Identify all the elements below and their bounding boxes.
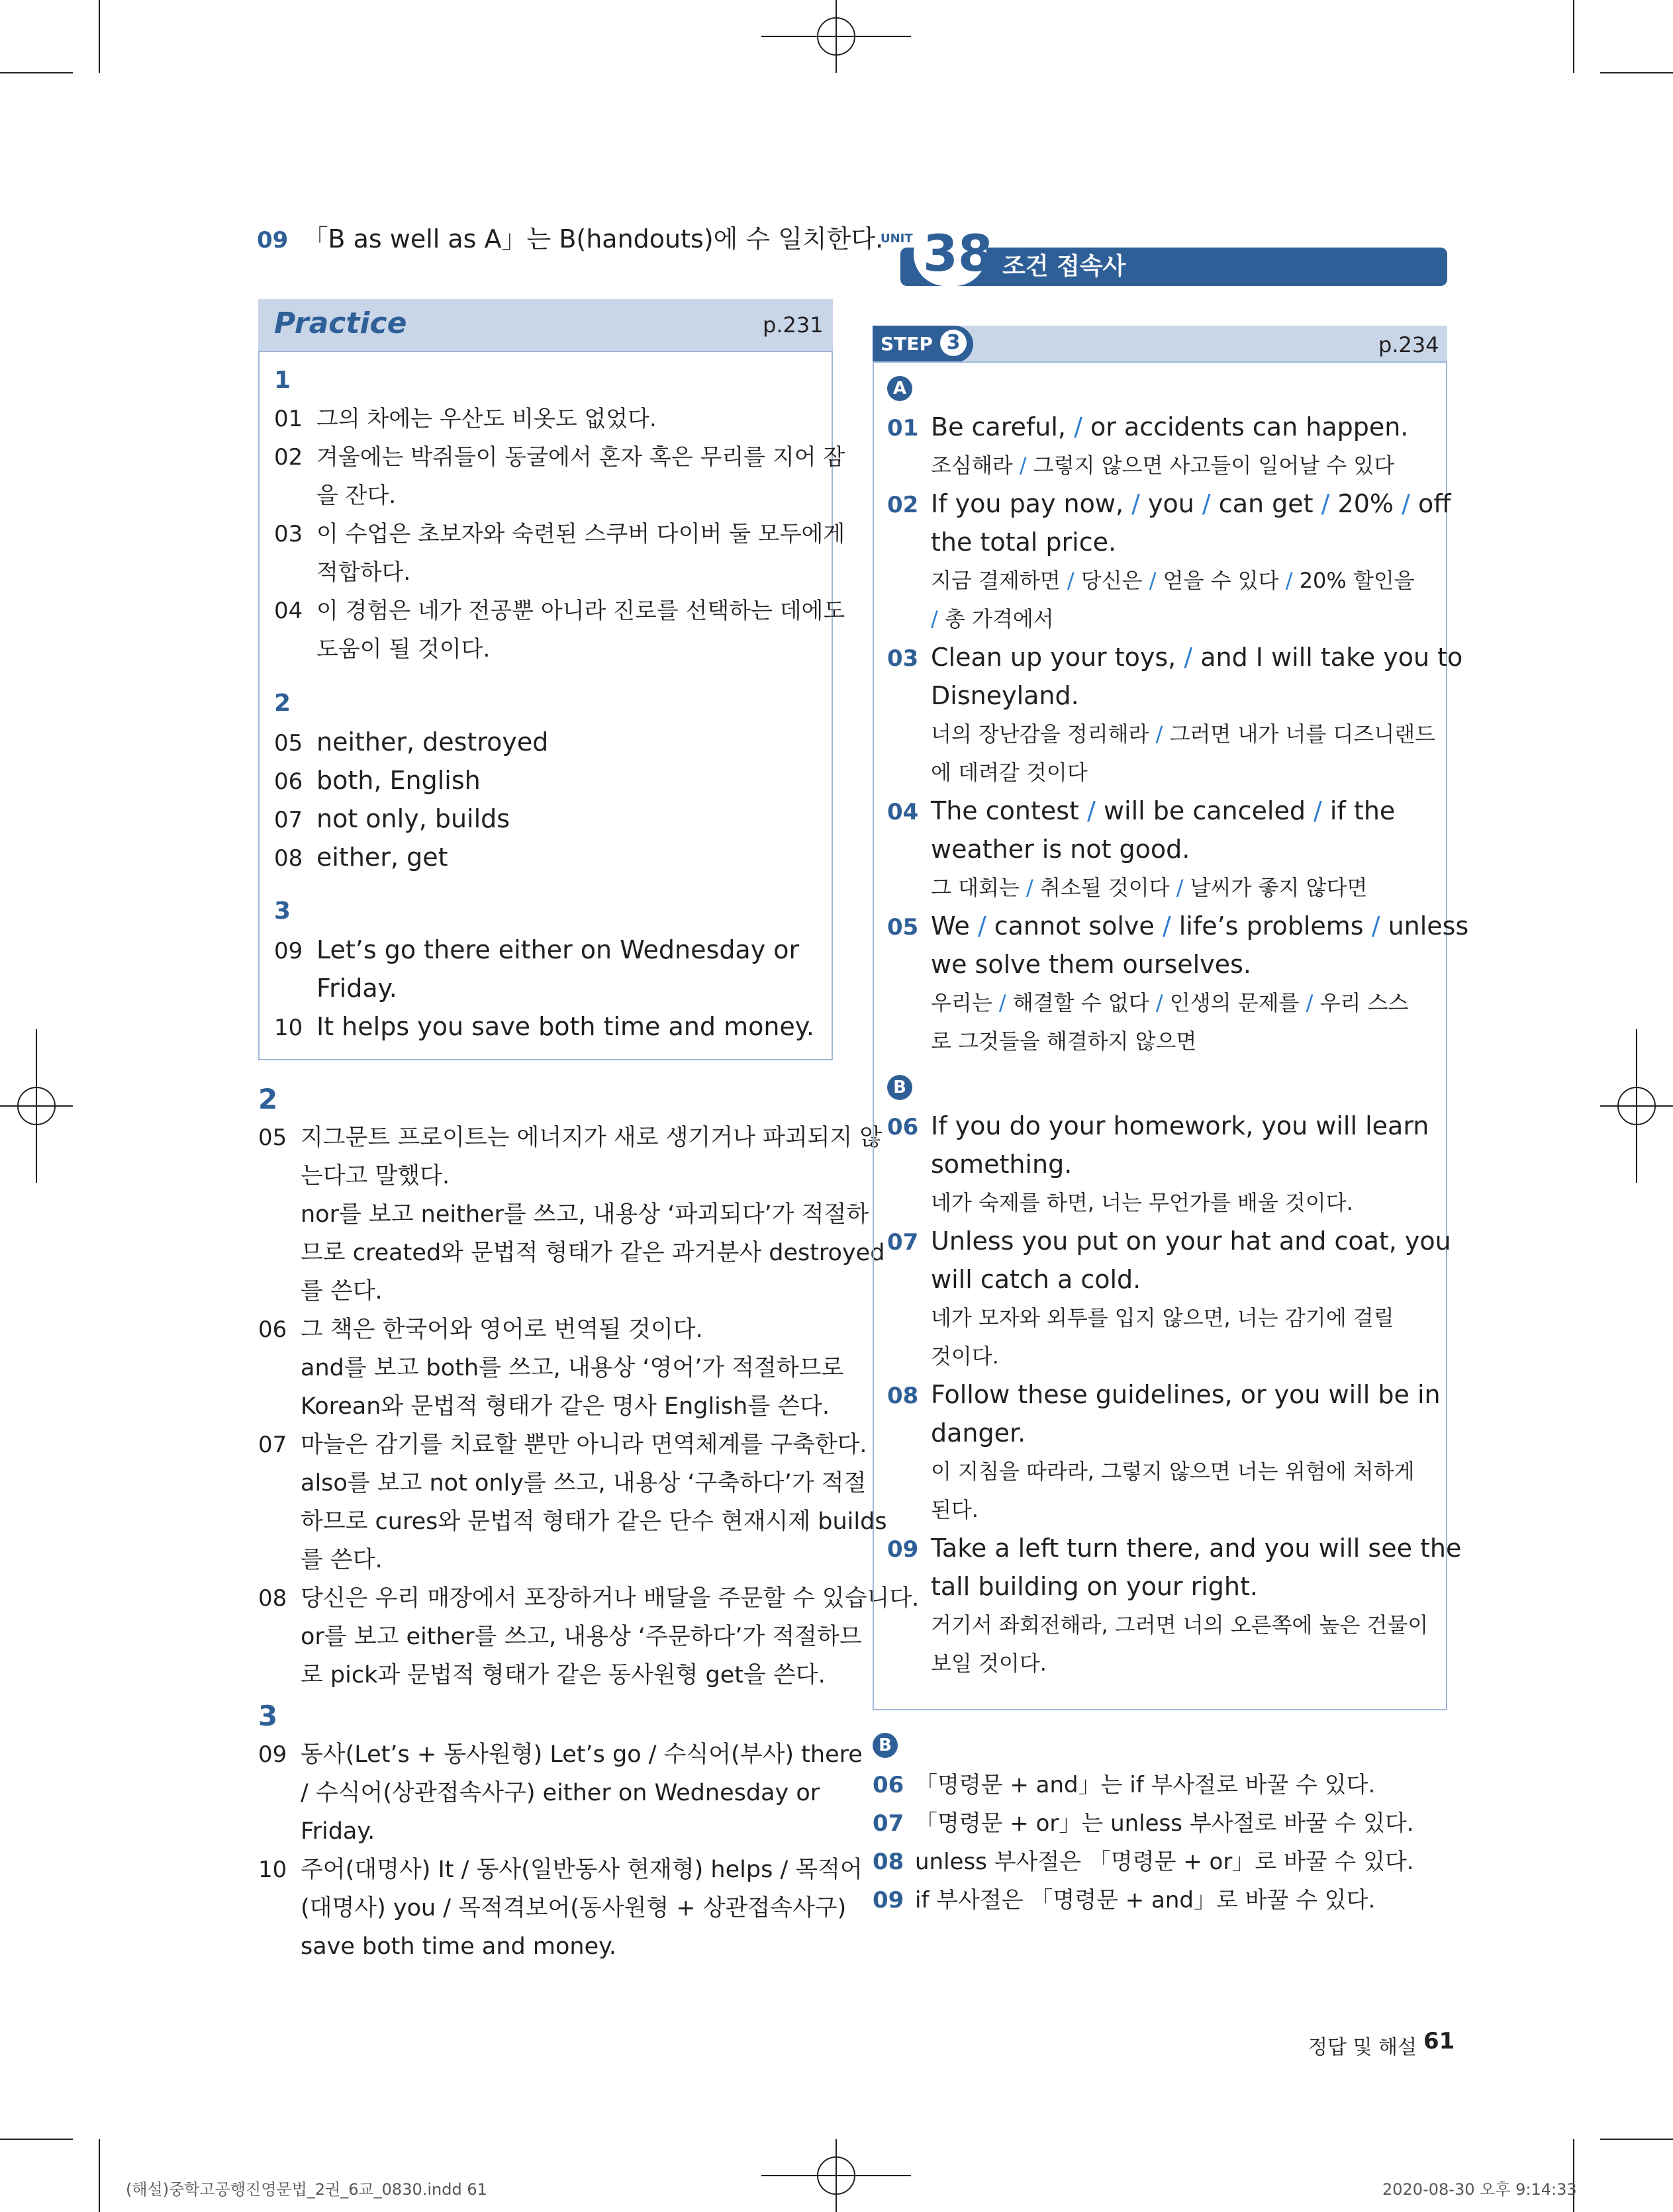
explanation-line (258, 1195, 869, 1234)
explanation-text: 를 쓴다. (301, 1547, 383, 1573)
explanation-text: 당신은 우리 매장에서 포장하거나 배달을 주문할 수 있습니다. (301, 1585, 920, 1612)
part-label (887, 1075, 912, 1100)
answer-number: 02 (887, 492, 919, 518)
practice-item-line (274, 592, 845, 630)
slash-separator: / (1026, 875, 1033, 900)
practice-item-text: both, English (316, 766, 481, 795)
answer-number: 04 (887, 799, 919, 825)
step-number: 3 (940, 330, 967, 356)
practice-item-line (274, 400, 657, 438)
answer-text: Be careful, / or accidents can happen. (931, 412, 1409, 441)
slash-separator: / (1155, 990, 1163, 1015)
practice-item-number: 07 (274, 807, 303, 833)
translation-line (931, 1183, 1353, 1222)
explanation-text: 동사(Let’s + 동사원형) Let’s go / 수식어(부사) there (301, 1741, 863, 1768)
explanation-text: 므로 created와 문법적 형태가 같은 과거분사 destroyed (301, 1240, 885, 1266)
explanation-line (258, 1387, 830, 1426)
answer-line (887, 484, 1451, 524)
explanation-line (258, 1541, 383, 1579)
translation-text: 조심해라 / 그렇지 않으면 사고들이 일어날 수 있다 (931, 453, 1395, 478)
practice-title: Practice (274, 306, 407, 340)
answer-number: 09 (887, 1536, 919, 1563)
translation-text: 네가 숙제를 하면, 너는 무언가를 배울 것이다. (931, 1190, 1353, 1215)
rule-text: 「명령문 + or」는 unless 부사절로 바꿀 수 있다. (915, 1810, 1414, 1837)
answer-text: The contest / will be canceled / if the (931, 796, 1396, 825)
answer-text: we solve them ourselves. (931, 950, 1251, 979)
practice-section-label: 2 (274, 690, 291, 717)
explanation-text: 로 pick과 문법적 형태가 같은 동사원형 get을 쓴다. (301, 1662, 826, 1688)
practice-item-line (274, 969, 397, 1007)
explanation-text: nor를 보고 neither를 쓰고, 내용상 ‘파괴되다’가 적절하 (301, 1201, 869, 1228)
explanation-line (258, 1618, 862, 1656)
answer-text: something. (931, 1150, 1073, 1179)
slash-separator: / (1155, 721, 1163, 747)
practice-item-line (274, 723, 548, 762)
practice-item-number: 03 (274, 521, 303, 547)
translation-text: / 총 가격에서 (931, 606, 1054, 631)
slash-separator: / (1176, 875, 1184, 900)
explanation-line (258, 1774, 820, 1812)
translation-line (931, 1337, 999, 1375)
answer-text: Clean up your toys, / and I will take you to (931, 643, 1463, 672)
rule-number: 09 (873, 1887, 904, 1913)
translation-line (931, 561, 1415, 600)
slash-separator: / (931, 606, 938, 631)
slash-separator: / (1087, 796, 1096, 825)
answer-line (887, 1375, 1441, 1415)
slash-separator: / (1402, 489, 1410, 518)
answer-line (887, 830, 1190, 868)
explanation-line (258, 1502, 887, 1541)
practice-item-line (274, 630, 490, 668)
answer-line (887, 676, 1079, 715)
translation-line (931, 1644, 1047, 1682)
translation-text: 지금 결제하면 / 당신은 / 얻을 수 있다 / 20% 할인을 (931, 568, 1415, 593)
answer-line (887, 1260, 1141, 1299)
translation-text: 네가 모자와 외투를 입지 않으면, 너는 감기에 걸릴 (931, 1305, 1394, 1330)
translation-line (931, 715, 1435, 753)
translation-line (931, 1452, 1415, 1491)
explanation-line (258, 1851, 863, 1889)
translation-line (931, 446, 1394, 484)
answer-text: danger. (931, 1418, 1026, 1448)
practice-item-line (274, 553, 410, 592)
item-number: 09 (257, 227, 289, 253)
answer-line (887, 1567, 1258, 1606)
explanation-text: or를 보고 either를 쓰고, 내용상 ‘주문하다’가 적절하므 (301, 1624, 862, 1650)
practice-item-number: 01 (274, 406, 303, 432)
explanation-number: 07 (258, 1432, 287, 1458)
explanation-line (258, 1579, 919, 1618)
section-label: 2 (258, 1083, 278, 1115)
explanation-text: Korean와 문법적 형태가 같은 명사 English를 쓴다. (301, 1393, 830, 1420)
explanation-line (258, 1889, 846, 1927)
slash-separator: / (1019, 453, 1027, 478)
part-label (887, 376, 912, 401)
slash-separator: / (1131, 489, 1140, 518)
rule-line (873, 1766, 1375, 1804)
translation-text: 보일 것이다. (931, 1651, 1047, 1676)
practice-item-text: 적합하다. (316, 559, 411, 586)
slash-separator: / (1074, 412, 1082, 441)
practice-item-text: 이 경험은 네가 전공뿐 아니라 진로를 선택하는 데에도 (316, 598, 845, 624)
answer-text: the total price. (931, 528, 1117, 557)
explanation-text: also를 보고 not only를 쓰고, 내용상 ‘구축하다’가 적절 (301, 1470, 867, 1497)
explanation-text: 를 쓴다. (301, 1278, 383, 1305)
part-label (873, 1733, 898, 1758)
translation-text: 것이다. (931, 1344, 999, 1369)
practice-item-text: neither, destroyed (316, 727, 549, 757)
explanation-text: save both time and money. (301, 1933, 616, 1960)
translation-text: 거기서 좌회전해라, 그러면 너의 오른쪽에 높은 건물이 (931, 1612, 1429, 1637)
intro-line (257, 220, 883, 259)
explanation-number: 06 (258, 1316, 287, 1343)
explanation-text: and를 보고 both를 쓰고, 내용상 ‘영어’가 적절하므로 (301, 1355, 844, 1381)
practice-section-label: 3 (274, 898, 291, 925)
translation-text: 이 지침을 따라라, 그렇지 않으면 너는 위험에 처하게 (931, 1459, 1415, 1484)
explanation-text: 주어(대명사) It / 동사(일반동사 현재형) helps / 목적어 (301, 1857, 863, 1883)
practice-page-ref: p.231 (763, 312, 824, 338)
rule-text: unless 부사절은 「명령문 + or」로 바꿀 수 있다. (915, 1849, 1414, 1875)
practice-item-number: 06 (274, 768, 303, 795)
answer-line (887, 1222, 1451, 1262)
explanation-text: (대명사) you / 목적격보어(동사원형 + 상관접속사구) (301, 1895, 847, 1921)
answer-text: Follow these guidelines, or you will be in (931, 1380, 1441, 1409)
explanation-text: 그 책은 한국어와 영어로 번역될 것이다. (301, 1316, 703, 1343)
answer-line (887, 523, 1116, 561)
slash-separator: / (1314, 796, 1322, 825)
practice-item-text: 그의 차에는 우산도 비옷도 없었다. (316, 406, 657, 432)
practice-item-text: either, get (316, 843, 448, 872)
slash-separator: / (1184, 643, 1193, 672)
practice-item-number: 08 (274, 845, 303, 872)
explanation-text: 지그문트 프로이트는 에너지가 새로 생기거나 파괴되지 않 (301, 1125, 883, 1151)
part-label-badge: B (873, 1733, 898, 1758)
explanation-line (258, 1234, 884, 1272)
unit-number: 38 (923, 224, 993, 283)
translation-line (931, 1299, 1394, 1337)
practice-item-text: 이 수업은 초보자와 숙련된 스쿠버 다이버 둘 모두에게 (316, 521, 845, 547)
rule-line (873, 1881, 1375, 1919)
slash-separator: / (977, 911, 986, 941)
translation-line (931, 984, 1408, 1022)
answer-text: will catch a cold. (931, 1265, 1141, 1294)
rule-number: 07 (873, 1810, 904, 1837)
practice-item-text: Friday. (316, 974, 397, 1003)
translation-text: 로 그것들을 해결하지 않으면 (931, 1029, 1197, 1054)
explanation-line (258, 1426, 867, 1464)
unit-title: 조건 접속사 (1002, 253, 1126, 280)
practice-item-number: 05 (274, 730, 303, 757)
slug-right: 2020-08-30 오후 9:14:33 (1382, 2180, 1577, 2199)
translation-line (931, 753, 1088, 792)
practice-item-number: 04 (274, 598, 303, 624)
explanation-text: 는다고 말했다. (301, 1163, 450, 1189)
explanation-text: 하므로 cures와 문법적 형태가 같은 단수 현재시제 builds (301, 1508, 887, 1535)
explanation-line (258, 1464, 866, 1502)
slash-separator: / (1202, 489, 1211, 518)
practice-item-number: 10 (274, 1015, 303, 1041)
answer-line (887, 408, 1408, 447)
footer-label: 정답 및 해설 (1308, 2036, 1417, 2059)
part-label-badge: A (887, 376, 912, 401)
explanation-line (258, 1812, 375, 1851)
answer-number: 05 (887, 914, 919, 941)
step-label: STEP (881, 333, 933, 355)
explanation-text: / 수식어(상관접속사구) either on Wednesday or (301, 1780, 820, 1806)
section-label: 3 (258, 1700, 278, 1732)
answer-text: weather is not good. (931, 835, 1190, 864)
intro-text: 「B as well as A」는 B(handouts)에 수 일치한다. (303, 224, 884, 253)
unit-label: UNIT (881, 232, 913, 246)
answer-text: If you do your homework, you will learn (931, 1111, 1429, 1140)
answer-line (887, 1145, 1072, 1183)
explanation-number: 05 (258, 1125, 287, 1151)
answer-text: Disneyland. (931, 681, 1079, 710)
slug-left: (해설)중학고공행진영문법_2권_6교_0830.indd 61 (126, 2180, 487, 2199)
explanation-number: 09 (258, 1741, 287, 1768)
answer-text: Take a left turn there, and you will see the (931, 1534, 1462, 1563)
translation-text: 에 데려갈 것이다 (931, 760, 1088, 785)
practice-item-line (274, 515, 845, 553)
translation-line (931, 868, 1367, 907)
rule-number: 06 (873, 1772, 904, 1798)
answer-number: 06 (887, 1114, 919, 1140)
answer-line (887, 945, 1251, 984)
translation-text: 너의 장난감을 정리해라 / 그러면 내가 너를 디즈니랜드 (931, 721, 1436, 747)
practice-item-text: Let’s go there either on Wednesday or (316, 935, 800, 964)
answer-number: 07 (887, 1229, 919, 1256)
answer-line (887, 638, 1462, 678)
practice-item-text: 을 잔다. (316, 483, 397, 509)
step-page-ref: p.234 (1378, 332, 1439, 357)
translation-line (931, 600, 1054, 638)
explanation-line (258, 1311, 703, 1349)
practice-item-text: 겨울에는 박쥐들이 동굴에서 혼자 혹은 무리를 지어 잠 (316, 444, 845, 471)
slash-separator: / (1162, 911, 1171, 941)
practice-item-line (274, 931, 799, 970)
answer-text: Unless you put on your hat and coat, you (931, 1226, 1451, 1256)
explanation-line (258, 1349, 843, 1387)
rule-number: 08 (873, 1849, 904, 1875)
answer-line (887, 792, 1395, 831)
translation-text: 그 대회는 / 취소될 것이다 / 날씨가 좋지 않다면 (931, 875, 1368, 900)
slash-separator: / (1067, 568, 1075, 593)
explanation-text: 마늘은 감기를 치료할 뿐만 아니라 면역체계를 구축한다. (301, 1432, 867, 1458)
explanation-number: 08 (258, 1585, 287, 1612)
practice-item-number: 02 (274, 444, 303, 471)
part-label-badge: B (887, 1075, 912, 1100)
slash-separator: / (1306, 990, 1314, 1015)
explanation-line (258, 1157, 450, 1195)
answer-text: If you pay now, / you / can get / 20% / off (931, 489, 1451, 518)
explanation-line (258, 1119, 882, 1157)
answer-text: We / cannot solve / life’s problems / unless (931, 911, 1469, 941)
translation-text: 우리는 / 해결할 수 없다 / 인생의 문제를 / 우리 스스 (931, 990, 1409, 1015)
practice-section-label: 1 (274, 367, 291, 394)
practice-item-line (274, 838, 448, 878)
translation-line (931, 1606, 1428, 1644)
practice-item-line (274, 1007, 814, 1047)
answer-text: tall building on your right. (931, 1572, 1258, 1601)
slash-separator: / (1371, 911, 1380, 941)
slash-separator: / (998, 990, 1006, 1015)
practice-item-line (274, 438, 845, 477)
rule-line (873, 1804, 1414, 1843)
practice-item-line (274, 477, 396, 515)
rule-text: 「명령문 + and」는 if 부사절로 바꿀 수 있다. (915, 1772, 1376, 1798)
translation-line (931, 1022, 1196, 1060)
answer-line (887, 907, 1468, 946)
answer-number: 01 (887, 415, 919, 441)
slash-separator: / (1285, 568, 1293, 593)
practice-item-text: not only, builds (316, 804, 510, 833)
explanation-line (258, 1272, 383, 1311)
translation-line (931, 1491, 979, 1529)
answer-line (887, 1107, 1429, 1146)
answer-line (887, 1414, 1026, 1452)
answer-number: 08 (887, 1383, 919, 1409)
practice-item-line (274, 761, 481, 801)
practice-item-text: 도움이 될 것이다. (316, 636, 491, 663)
answer-line (887, 1529, 1461, 1569)
rule-text: if 부사절은 「명령문 + and」로 바꿀 수 있다. (915, 1887, 1376, 1913)
explanation-line (258, 1927, 616, 1966)
slash-separator: / (1321, 489, 1330, 518)
answer-number: 03 (887, 645, 919, 672)
translation-text: 된다. (931, 1497, 979, 1522)
footer-page-number: 61 (1423, 2028, 1455, 2054)
practice-item-text: It helps you save both time and money. (316, 1012, 814, 1041)
explanation-text: Friday. (301, 1818, 375, 1845)
explanation-line (258, 1656, 826, 1694)
slash-separator: / (1149, 568, 1157, 593)
explanation-line (258, 1735, 863, 1774)
practice-item-number: 09 (274, 938, 303, 964)
practice-item-line (274, 800, 510, 839)
rule-line (873, 1843, 1414, 1881)
explanation-number: 10 (258, 1857, 287, 1883)
